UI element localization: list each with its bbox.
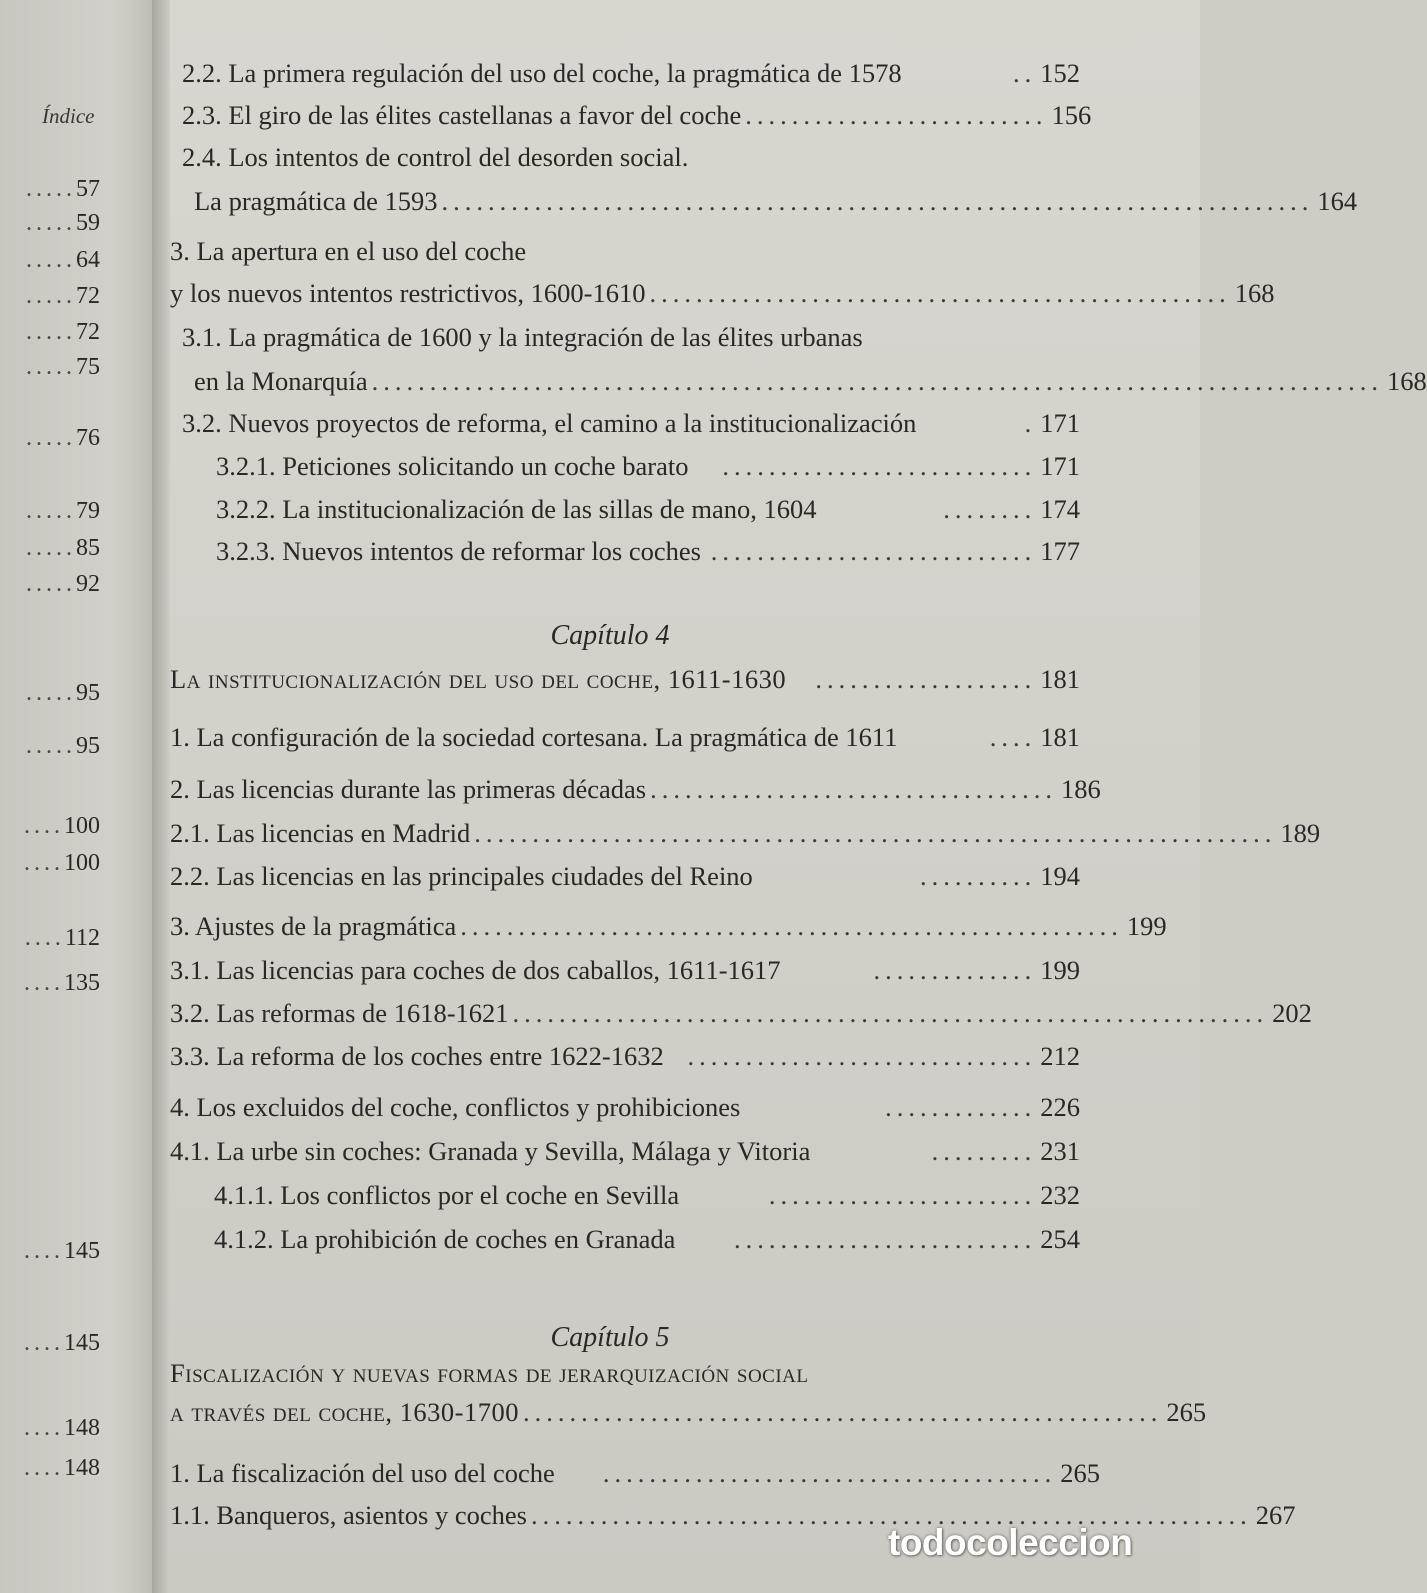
- left-page-number: ....148: [24, 1415, 100, 1441]
- toc-entry: La pragmática de 1593 ........................................................................... 164: [194, 186, 1358, 216]
- left-page-number: ....100: [24, 813, 100, 839]
- left-page-number: .....95: [26, 680, 100, 706]
- toc-entry: 3.1. La pragmática de 1600 y la integración de las élites urbanas: [182, 322, 863, 352]
- toc-entry: 3.2.3. Nuevos intentos de reformar los coches ............................ 177: [216, 536, 1080, 566]
- toc-entry: 2.3. El giro de las élites castellanas a favor del coche .......................... 156: [182, 100, 1092, 130]
- left-page-number: ....100: [24, 850, 100, 876]
- left-page-number: ....145: [24, 1238, 100, 1264]
- toc-entry: 3. La apertura en el uso del coche: [170, 236, 527, 266]
- toc-entry: 3.1. Las licencias para coches de dos caballos, 1611-1617 .............. 199: [170, 955, 1080, 985]
- left-page-number: ....112: [24, 925, 100, 951]
- left-page-number: .....79: [26, 498, 100, 524]
- watermark-logo: todocoleccion: [888, 1522, 1133, 1563]
- left-page-number: .....85: [26, 535, 100, 561]
- left-page-number: ....145: [24, 1330, 100, 1356]
- toc-entry: 2.2. La primera regulación del uso del coche, la pragmática de 1578 .. 152: [182, 58, 1080, 88]
- left-page-number: .....92: [26, 571, 100, 597]
- toc-entry: 2. Las licencias durante las primeras décadas ................................... 186: [170, 774, 1101, 804]
- toc-entry: Fiscalización y nuevas formas de jerarquización social: [170, 1358, 809, 1388]
- toc-entry: 3.2. Nuevos proyectos de reforma, el camino a la institucionalización . 171: [182, 408, 1080, 438]
- left-page: [0, 0, 160, 1593]
- left-page-number: .....64: [26, 247, 100, 273]
- left-page-number: .....95: [26, 733, 100, 759]
- chapter-heading: Capítulo 5: [550, 1322, 670, 1353]
- toc-entry: 4.1.2. La prohibición de coches en Granada .......................... 254: [214, 1224, 1080, 1254]
- toc-entry: 1.1. Banqueros, asientos y coches .............................................................. 267: [170, 1500, 1296, 1530]
- toc-entry: 2.4. Los intentos de control del desorden social.: [182, 142, 689, 172]
- toc-entry: 1. La fiscalización del uso del coche ....................................... 265: [170, 1458, 1100, 1488]
- toc-entry: 3.2. Las reformas de 1618-1621 ................................................................. 202: [170, 998, 1312, 1028]
- toc-entry: 4.1.1. Los conflictos por el coche en Sevilla ....................... 232: [214, 1180, 1080, 1210]
- toc-entry: 2.2. Las licencias en las principales ciudades del Reino .......... 194: [170, 861, 1080, 891]
- right-page: [170, 0, 1427, 1593]
- toc-entry: 4.1. La urbe sin coches: Granada y Sevilla, Málaga y Vitoria ......... 231: [170, 1136, 1080, 1166]
- toc-entry: 3.2.1. Peticiones solicitando un coche barato ........................... 171: [216, 451, 1080, 481]
- toc-entry: y los nuevos intentos restrictivos, 1600-1610 .................................................. 168: [170, 278, 1275, 308]
- left-page-number: .....59: [26, 210, 100, 236]
- left-page-number: .....75: [26, 354, 100, 380]
- book-gutter: [152, 0, 172, 1593]
- toc-entry: 1. La configuración de la sociedad cortesana. La pragmática de 1611 .... 181: [170, 722, 1080, 752]
- toc-entry: La institucionalización del uso del coche, 1611-1630 ................... 181: [170, 664, 1080, 694]
- toc-entry: 2.1. Las licencias en Madrid ..................................................................... 189: [170, 818, 1321, 848]
- chapter-heading: Capítulo 4: [550, 620, 670, 651]
- toc-entry: a través del coche, 1630-1700 ....................................................... 265: [170, 1397, 1207, 1427]
- toc-entry: 4. Los excluidos del coche, conflictos y prohibiciones ............. 226: [170, 1092, 1080, 1122]
- left-page-number: .....57: [26, 176, 100, 202]
- toc-entry: en la Monarquía ....................................................................................... 168: [194, 366, 1427, 396]
- left-page-number: .....72: [26, 283, 100, 309]
- left-page-number: ....148: [24, 1455, 100, 1481]
- left-page-number: ....135: [24, 970, 100, 996]
- running-head: Índice: [42, 104, 95, 128]
- toc-entry: 3.3. La reforma de los coches entre 1622-1632 .............................. 212: [170, 1041, 1080, 1071]
- toc-entry: 3.2.2. La institucionalización de las sillas de mano, 1604 ........ 174: [216, 494, 1080, 524]
- left-page-number: .....76: [26, 425, 100, 451]
- toc-entry: 3. Ajustes de la pragmática ......................................................... 199: [170, 911, 1167, 941]
- left-page-number: .....72: [26, 319, 100, 345]
